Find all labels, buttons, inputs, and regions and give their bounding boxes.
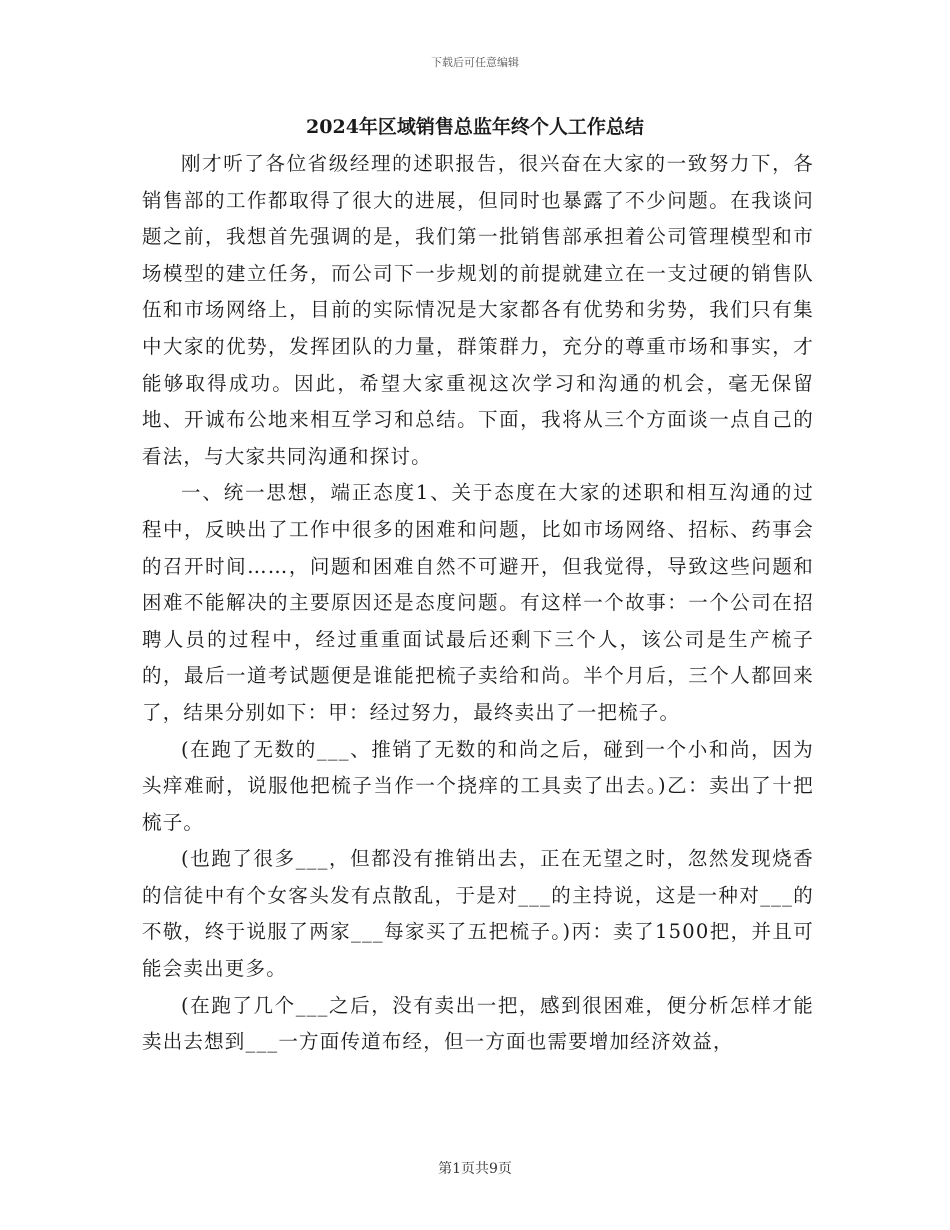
paragraph-5: (在跑了几个___之后，没有卖出一把，感到很困难，便分析怎样才能卖出去想到___一方面传道布经，但一方面也需要增加经济效益， [142, 993, 814, 1054]
document-title: 2024年区域销售总监年终个人工作总结 [306, 116, 644, 138]
page-number: 第1页共9页 [438, 1161, 512, 1177]
paragraph-3: (在跑了无数的___、推销了无数的和尚之后，碰到一个小和尚，因为头痒难耐，说服他把梳子当作一个挠痒的工具卖了出去。)乙：卖出了十把梳子。 [142, 737, 814, 834]
header-note: 下载后可任意编辑 [431, 56, 519, 69]
paragraph-1: 刚才听了各位省级经理的述职报告，很兴奋在大家的一致努力下，各销售部的工作都取得了很大的进展，但同时也暴露了不少问题。在我谈问题之前，我想首先强调的是，我们第一批销售部承担着公司管理模型和市场模型的建立任务，而公司下一步规划的前提就建立在一支过硬的销售队伍和市场网络上，目前的实际情况是大家都各有优势和劣势，我们只有集中大家的优势，发挥团队的力量，群策群力，充分的尊重市场和事实，才能够取得成功。因此，希望大家重视这次学习和沟通的机会，毫无保留地、开诚布公地来相互学习和总结。下面，我将从三个方面谈一点自己的看法，与大家共同沟通和探讨。 [142, 152, 814, 468]
paragraph-2: 一、统一思想，端正态度1、关于态度在大家的述职和相互沟通的过程中，反映出了工作中很多的困难和问题，比如市场网络、招标、药事会的召开时间……，问题和困难自然不可避开，但我觉得，导致这些问题和困难不能解决的主要原因还是态度问题。有这样一个故事：一个公司在招聘人员的过程中，经过重重面试最后还剩下三个人，该公司是生产梳子的，最后一道考试题便是谁能把梳子卖给和尚。半个月后，三个人都回来了，结果分别如下：甲：经过努力，最终卖出了一把梳子。 [142, 481, 814, 724]
document-body [142, 146, 814, 1061]
paragraph-4: (也跑了很多___，但都没有推销出去，正在无望之时，忽然发现烧香的信徒中有个女客头发有点散乱，于是对___的主持说，这是一种对___的不敬，终于说服了两家___每家买了五把梳子。)丙：卖了1500把，并且可能会卖出更多。 [142, 847, 814, 981]
